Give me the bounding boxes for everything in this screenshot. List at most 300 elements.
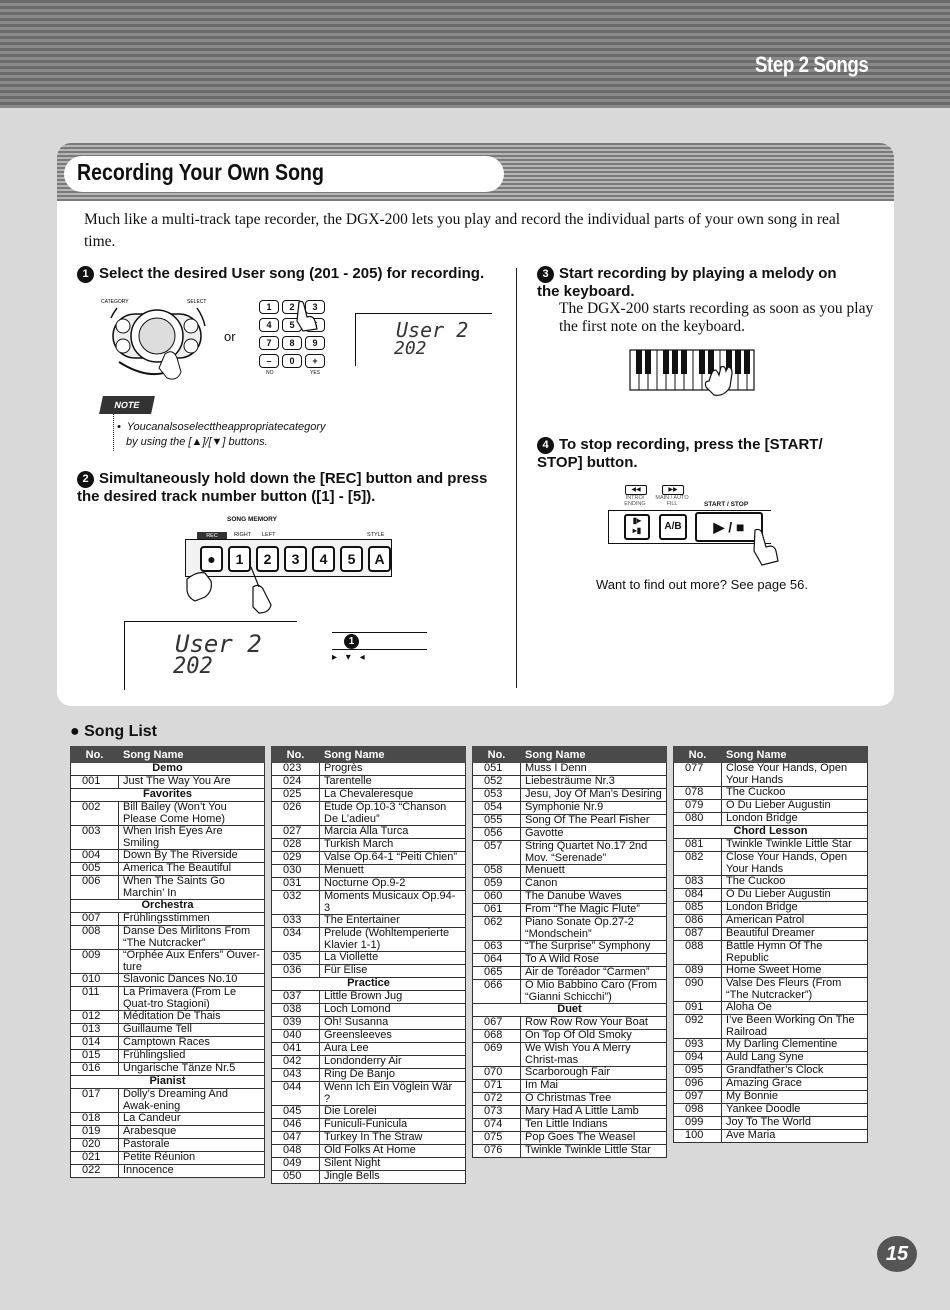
song-row xyxy=(674,1078,868,1091)
song-number: 021 xyxy=(71,1152,119,1165)
category-down-icon: ▼ xyxy=(211,436,223,448)
key-plus[interactable]: + xyxy=(305,354,325,368)
song-name: To A Wild Rose xyxy=(521,954,667,967)
song-row xyxy=(272,1145,466,1158)
song-number: 053 xyxy=(473,789,521,802)
song-row xyxy=(71,1063,265,1076)
song-row xyxy=(473,763,667,776)
song-row xyxy=(272,1132,466,1145)
song-row xyxy=(272,1004,466,1017)
track-indicator-number: 1 xyxy=(344,634,359,649)
step-3-text: Start recording by playing a melody on the keyboard. xyxy=(537,265,837,300)
song-row xyxy=(674,800,868,813)
song-row xyxy=(473,1093,667,1106)
song-row xyxy=(674,787,868,800)
song-row xyxy=(71,1139,265,1152)
song-number: 012 xyxy=(71,1011,119,1024)
song-number: 072 xyxy=(473,1093,521,1106)
song-number: 098 xyxy=(674,1104,722,1117)
song-name: Turkish March xyxy=(320,839,466,852)
song-number: 074 xyxy=(473,1119,521,1132)
lcd-1-line2: 202 xyxy=(394,338,427,359)
song-row xyxy=(473,828,667,841)
category-label: Demo xyxy=(71,763,265,776)
song-row xyxy=(71,802,265,826)
song-name: Londonderry Air xyxy=(320,1056,466,1069)
song-name: Ten Little Indians xyxy=(521,1119,667,1132)
song-row xyxy=(272,776,466,789)
fast-forward-button-icon[interactable]: ▶▶ xyxy=(662,485,684,495)
header-title: Step 2 Songs xyxy=(754,52,868,77)
song-name: Guillaume Tell xyxy=(119,1024,265,1037)
song-row xyxy=(272,839,466,852)
song-name: From “The Magic Flute” xyxy=(521,904,667,917)
song-number: 017 xyxy=(71,1089,119,1113)
song-name: Progrès xyxy=(320,763,466,776)
song-row xyxy=(272,1082,466,1106)
right-label: RIGHT xyxy=(234,532,252,538)
category-row xyxy=(71,900,265,913)
category-up-icon: ▲ xyxy=(191,436,203,448)
song-name: Turkey In The Straw xyxy=(320,1132,466,1145)
song-number: 002 xyxy=(71,802,119,826)
song-number: 011 xyxy=(71,987,119,1011)
song-name: When The Saints Go Marchin’ In xyxy=(119,876,265,900)
song-name: O Du Lieber Augustin xyxy=(722,889,868,902)
category-label: Duet xyxy=(473,1004,667,1017)
song-name: Just The Way You Are xyxy=(119,776,265,789)
rec-button[interactable]: ● xyxy=(200,546,223,572)
song-number: 046 xyxy=(272,1119,320,1132)
song-name: Menuett xyxy=(521,865,667,878)
song-number: 087 xyxy=(674,928,722,941)
category-row xyxy=(71,1076,265,1089)
step-3-number: 3 xyxy=(537,266,554,283)
or-label: or xyxy=(224,329,236,344)
start-stop-button[interactable]: ▶ / ■ xyxy=(695,512,763,542)
dial-illustration xyxy=(99,296,219,388)
song-row xyxy=(272,1056,466,1069)
song-number: 006 xyxy=(71,876,119,900)
song-number: 042 xyxy=(272,1056,320,1069)
category-row xyxy=(473,1004,667,1017)
col-no-header: No. xyxy=(272,747,320,763)
song-number: 018 xyxy=(71,1113,119,1126)
song-row xyxy=(674,889,868,902)
song-row xyxy=(473,878,667,891)
song-number: 025 xyxy=(272,789,320,802)
song-name: Für Elise xyxy=(320,965,466,978)
song-number: 028 xyxy=(272,839,320,852)
song-row xyxy=(272,789,466,802)
key-4[interactable]: 4 xyxy=(259,318,279,332)
song-number: 019 xyxy=(71,1126,119,1139)
song-number: 049 xyxy=(272,1158,320,1171)
song-number: 044 xyxy=(272,1082,320,1106)
song-row xyxy=(272,826,466,839)
song-name: Im Mai xyxy=(521,1080,667,1093)
song-name: Pastorale xyxy=(119,1139,265,1152)
song-name: Home Sweet Home xyxy=(722,965,868,978)
sync-start-button[interactable]: ▮▸ ▸▮ xyxy=(624,514,650,540)
song-row xyxy=(674,1039,868,1052)
song-name: Ungarische Tänze Nr.5 xyxy=(119,1063,265,1076)
song-row xyxy=(674,1130,868,1143)
song-name: My Bonnie xyxy=(722,1091,868,1104)
song-number: 005 xyxy=(71,863,119,876)
song-row xyxy=(473,941,667,954)
song-name: Valse Op.64-1 “Peiti Chien” xyxy=(320,852,466,865)
pointing-hand-icon xyxy=(293,300,321,332)
song-number: 037 xyxy=(272,991,320,1004)
song-name: Liebesträume Nr.3 xyxy=(521,776,667,789)
song-row xyxy=(272,865,466,878)
song-name: La Viollette xyxy=(320,952,466,965)
song-number: 069 xyxy=(473,1043,521,1067)
song-name: Tarentelle xyxy=(320,776,466,789)
dial-category-label: CATEGORY xyxy=(101,299,129,305)
song-row xyxy=(674,915,868,928)
song-row xyxy=(71,776,265,789)
song-name: Old Folks At Home xyxy=(320,1145,466,1158)
key-minus[interactable]: – xyxy=(259,354,279,368)
song-name: Twinkle Twinkle Little Star xyxy=(521,1145,667,1158)
song-name: Funiculi-Funicula xyxy=(320,1119,466,1132)
song-number: 056 xyxy=(473,828,521,841)
left-label: LEFT xyxy=(262,532,276,538)
song-number: 092 xyxy=(674,1015,722,1039)
song-row xyxy=(71,926,265,950)
song-name: Row Row Row Your Boat xyxy=(521,1017,667,1030)
song-name: Frühlingsstimmen xyxy=(119,913,265,926)
song-number: 055 xyxy=(473,815,521,828)
song-name: Scarborough Fair xyxy=(521,1067,667,1080)
song-row xyxy=(473,917,667,941)
song-name: Dolly’s Dreaming And Awak-ening xyxy=(119,1089,265,1113)
song-number: 070 xyxy=(473,1067,521,1080)
song-name: Close Your Hands, Open Your Hands xyxy=(722,763,868,787)
song-row xyxy=(473,1030,667,1043)
song-row xyxy=(71,1011,265,1024)
song-name: Mary Had A Little Lamb xyxy=(521,1106,667,1119)
song-row xyxy=(272,1069,466,1082)
song-row xyxy=(473,1017,667,1030)
song-number: 015 xyxy=(71,1050,119,1063)
song-row xyxy=(71,1126,265,1139)
song-number: 078 xyxy=(674,787,722,800)
song-name: Menuett xyxy=(320,865,466,878)
key-0[interactable]: 0 xyxy=(282,354,302,368)
song-name: We Wish You A Merry Christ-mas xyxy=(521,1043,667,1067)
song-name: Arabesque xyxy=(119,1126,265,1139)
song-number: 047 xyxy=(272,1132,320,1145)
song-number: 033 xyxy=(272,915,320,928)
track-indicator-line xyxy=(332,632,427,633)
song-name: Prelude (Wohltemperierte Klavier 1-1) xyxy=(320,928,466,952)
song-name: Wenn Ich Ein Vöglein Wär ? xyxy=(320,1082,466,1106)
song-number: 084 xyxy=(674,889,722,902)
song-number: 079 xyxy=(674,800,722,813)
song-number: 085 xyxy=(674,902,722,915)
song-number: 045 xyxy=(272,1106,320,1119)
category-row xyxy=(674,826,868,839)
song-number: 100 xyxy=(674,1130,722,1143)
category-label: Favorites xyxy=(71,789,265,802)
song-number: 066 xyxy=(473,980,521,1004)
song-name: The Entertainer xyxy=(320,915,466,928)
song-number: 010 xyxy=(71,974,119,987)
song-row xyxy=(272,1030,466,1043)
song-row xyxy=(272,802,466,826)
pressing-hands-icon xyxy=(183,557,293,617)
song-row xyxy=(674,1015,868,1039)
key-5[interactable]: 5 xyxy=(282,318,302,332)
song-number: 030 xyxy=(272,865,320,878)
song-number: 067 xyxy=(473,1017,521,1030)
song-row xyxy=(272,878,466,891)
song-number: 057 xyxy=(473,841,521,865)
song-number: 052 xyxy=(473,776,521,789)
col-no-header: No. xyxy=(473,747,521,763)
song-row xyxy=(272,928,466,952)
song-row xyxy=(674,902,868,915)
step-1 xyxy=(77,265,507,283)
key-2[interactable]: 2 xyxy=(282,300,302,314)
song-row xyxy=(674,941,868,965)
song-name: Gavotte xyxy=(521,828,667,841)
song-row xyxy=(473,967,667,980)
song-number: 076 xyxy=(473,1145,521,1158)
song-name: Amazing Grace xyxy=(722,1078,868,1091)
song-number: 099 xyxy=(674,1117,722,1130)
song-row xyxy=(272,952,466,965)
col-name-header: Song Name xyxy=(320,747,466,763)
song-name: My Darling Clementine xyxy=(722,1039,868,1052)
song-number: 091 xyxy=(674,1002,722,1015)
song-number: 029 xyxy=(272,852,320,865)
song-name: Petite Réunion xyxy=(119,1152,265,1165)
song-row xyxy=(71,1089,265,1113)
song-name: America The Beautiful xyxy=(119,863,265,876)
col-no-header: No. xyxy=(674,747,722,763)
song-row xyxy=(674,813,868,826)
step-2 xyxy=(77,470,497,506)
key-7[interactable]: 7 xyxy=(259,336,279,350)
song-row xyxy=(473,1106,667,1119)
recording-panel xyxy=(57,143,894,706)
song-name: Grandfather’s Clock xyxy=(722,1065,868,1078)
song-row xyxy=(71,863,265,876)
song-name: Danse Des Mirlitons From “The Nutcracker” xyxy=(119,926,265,950)
song-name: Aura Lee xyxy=(320,1043,466,1056)
song-row xyxy=(674,965,868,978)
song-row xyxy=(674,1052,868,1065)
intro-ending-label: INTRO/ ENDING xyxy=(624,495,646,507)
key-1[interactable]: 1 xyxy=(259,300,279,314)
song-row xyxy=(71,1152,265,1165)
song-name: La Chevaleresque xyxy=(320,789,466,802)
song-number: 095 xyxy=(674,1065,722,1078)
song-row xyxy=(473,776,667,789)
song-name: The Cuckoo xyxy=(722,876,868,889)
more-info-text: Want to find out more? See page 56. xyxy=(596,577,808,592)
song-number: 034 xyxy=(272,928,320,952)
song-name: Loch Lomond xyxy=(320,1004,466,1017)
song-table-4 xyxy=(673,746,868,1143)
song-number: 096 xyxy=(674,1078,722,1091)
song-name: The Cuckoo xyxy=(722,787,868,800)
song-number: 026 xyxy=(272,802,320,826)
col-name-header: Song Name xyxy=(521,747,667,763)
song-row xyxy=(71,1165,265,1178)
song-row xyxy=(473,841,667,865)
track-1-button[interactable]: 1 xyxy=(228,546,251,572)
song-number: 062 xyxy=(473,917,521,941)
song-name: Twinkle Twinkle Little Star xyxy=(722,839,868,852)
track-indicator-arrows: ▸ ▾ ◂ xyxy=(332,652,368,663)
category-row xyxy=(71,789,265,802)
song-row xyxy=(71,850,265,863)
section-title: Recording Your Own Song xyxy=(77,159,324,185)
song-name: Ring De Banjo xyxy=(320,1069,466,1082)
song-number: 064 xyxy=(473,954,521,967)
track-2-button[interactable]: 2 xyxy=(256,546,279,572)
song-row xyxy=(71,876,265,900)
song-name: Song Of The Pearl Fisher xyxy=(521,815,667,828)
song-name: La Primavera (From Le Quat-tro Stagioni) xyxy=(119,987,265,1011)
track-5-button[interactable]: 5 xyxy=(340,546,363,572)
song-row xyxy=(674,1065,868,1078)
song-row xyxy=(674,1117,868,1130)
song-name: Nocturne Op.9-2 xyxy=(320,878,466,891)
song-row xyxy=(272,915,466,928)
song-name: Muss I Denn xyxy=(521,763,667,776)
song-name: Oh! Susanna xyxy=(320,1017,466,1030)
rewind-button-icon[interactable]: ◀◀ xyxy=(625,485,647,495)
song-row xyxy=(272,991,466,1004)
song-name: Greensleeves xyxy=(320,1030,466,1043)
category-label: Orchestra xyxy=(71,900,265,913)
key-8[interactable]: 8 xyxy=(282,336,302,350)
song-number: 041 xyxy=(272,1043,320,1056)
song-name: Silent Night xyxy=(320,1158,466,1171)
song-name: Camptown Races xyxy=(119,1037,265,1050)
step-4 xyxy=(537,436,857,472)
song-number: 068 xyxy=(473,1030,521,1043)
song-number: 082 xyxy=(674,852,722,876)
song-row xyxy=(71,826,265,850)
song-number: 027 xyxy=(272,826,320,839)
song-row xyxy=(272,1158,466,1171)
song-row xyxy=(674,1002,868,1015)
song-name: Beautiful Dreamer xyxy=(722,928,868,941)
song-name: Close Your Hands, Open Your Hands xyxy=(722,852,868,876)
song-row xyxy=(674,852,868,876)
page-number: 15 xyxy=(877,1236,917,1272)
note-badge: NOTE xyxy=(99,396,155,414)
key-3[interactable]: 3 xyxy=(305,300,325,314)
keypad-yes-label: YES xyxy=(310,370,321,376)
song-row xyxy=(674,1104,868,1117)
song-name: Méditation De Thais xyxy=(119,1011,265,1024)
song-name: Etude Op.10-3 “Chanson De L’adieu” xyxy=(320,802,466,826)
category-label: Chord Lesson xyxy=(674,826,868,839)
song-number: 090 xyxy=(674,978,722,1002)
song-name: Ave Maria xyxy=(722,1130,868,1143)
column-divider xyxy=(516,268,517,688)
ab-button[interactable]: A/B xyxy=(659,514,687,540)
song-row xyxy=(473,904,667,917)
song-number: 023 xyxy=(272,763,320,776)
rec-label: REC xyxy=(197,532,227,540)
song-row xyxy=(272,965,466,978)
song-number: 035 xyxy=(272,952,320,965)
song-number: 032 xyxy=(272,891,320,915)
song-row xyxy=(272,891,466,915)
song-name: String Quartet No.17 2nd Mov. “Serenade” xyxy=(521,841,667,865)
song-name: Slavonic Dances No.10 xyxy=(119,974,265,987)
step-2-text: Simultaneously hold down the [REC] button and press the desired track number button ([1] - [5]). xyxy=(77,470,488,505)
step-3 xyxy=(537,265,857,301)
style-label: STYLE xyxy=(367,532,385,538)
song-name: O Du Lieber Augustin xyxy=(722,800,868,813)
song-number: 036 xyxy=(272,965,320,978)
start-stop-label: START / STOP xyxy=(704,501,749,508)
song-number: 001 xyxy=(71,776,119,789)
song-number: 094 xyxy=(674,1052,722,1065)
song-name: The Danube Waves xyxy=(521,891,667,904)
song-number: 081 xyxy=(674,839,722,852)
step-3-body: The DGX-200 starts recording as soon as you play the first note on the keyboard. xyxy=(559,300,874,335)
pressing-hand-icon xyxy=(751,528,785,568)
song-row xyxy=(473,1132,667,1145)
category-label: Practice xyxy=(272,978,466,991)
song-row xyxy=(473,1119,667,1132)
track-4-button[interactable]: 4 xyxy=(312,546,335,572)
song-number: 038 xyxy=(272,1004,320,1017)
song-row xyxy=(272,1119,466,1132)
step-4-number: 4 xyxy=(537,437,554,454)
col-name-header: Song Name xyxy=(722,747,868,763)
song-number: 031 xyxy=(272,878,320,891)
song-name: Down By The Riverside xyxy=(119,850,265,863)
song-number: 083 xyxy=(674,876,722,889)
song-name: Frühlingslied xyxy=(119,1050,265,1063)
song-name: Die Lorelei xyxy=(320,1106,466,1119)
col-no-header: No. xyxy=(71,747,119,763)
key-9[interactable]: 9 xyxy=(305,336,325,350)
song-name: O Christmas Tree xyxy=(521,1093,667,1106)
song-number: 004 xyxy=(71,850,119,863)
step-1-text: Select the desired User song (201 - 205) for recording. xyxy=(99,265,485,282)
song-name: Jesu, Joy Of Man’s Desiring xyxy=(521,789,667,802)
song-row xyxy=(473,1043,667,1067)
note-text: • Youcanalsoselecttheappropriatecategory by using the [▲]/[▼] buttons. xyxy=(117,421,326,448)
song-name: Canon xyxy=(521,878,667,891)
category-row xyxy=(272,978,466,991)
song-number: 008 xyxy=(71,926,119,950)
song-name: When Irish Eyes Are Smiling xyxy=(119,826,265,850)
track-a-button[interactable]: A xyxy=(368,546,391,572)
song-row xyxy=(71,987,265,1011)
song-number: 007 xyxy=(71,913,119,926)
song-row xyxy=(674,876,868,889)
song-name: Innocence xyxy=(119,1165,265,1178)
song-name: American Patrol xyxy=(722,915,868,928)
song-row xyxy=(674,928,868,941)
song-row xyxy=(71,974,265,987)
track-3-button[interactable]: 3 xyxy=(284,546,307,572)
